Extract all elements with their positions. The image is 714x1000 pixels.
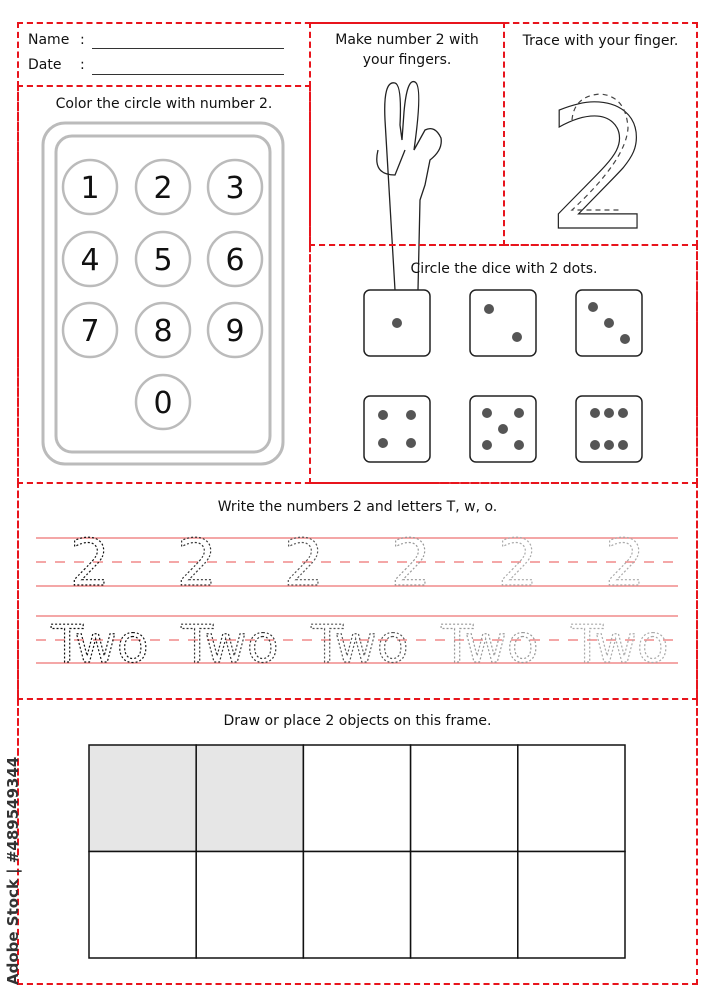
trace-number: 2 <box>604 527 646 601</box>
trace-digit: 2 <box>545 71 655 269</box>
number-0: 0 <box>153 386 173 421</box>
trace-word: Two <box>571 615 669 675</box>
number-9: 9 <box>225 314 245 349</box>
trace-number: 2 <box>390 527 432 601</box>
trace-number: 2 <box>283 527 325 601</box>
trace-word: Two <box>441 615 539 675</box>
dice-instruction: Circle the dice with 2 dots. <box>410 261 598 277</box>
trace-number: 2 <box>497 527 539 601</box>
color-circle-box <box>17 85 311 484</box>
trace-instruction: Trace with your finger. <box>522 33 679 49</box>
number-8: 8 <box>153 314 173 349</box>
name-label: Name <box>28 32 70 48</box>
date-field[interactable] <box>92 74 284 75</box>
frame-instruction: Draw or place 2 objects on this frame. <box>223 713 492 729</box>
color-circle-instruction: Color the circle with number 2. <box>55 96 273 112</box>
number-2: 2 <box>153 171 173 206</box>
dice-box <box>309 244 698 484</box>
number-5: 5 <box>153 243 173 278</box>
write-instruction: Write the numbers 2 and letters T, w, o. <box>217 499 498 515</box>
watermark: Adobe Stock | #489549344 <box>4 756 22 985</box>
trace-word: Two <box>311 615 409 675</box>
name-colon: : <box>80 32 85 48</box>
number-3: 3 <box>225 171 245 206</box>
trace-word: Two <box>181 615 279 675</box>
number-4: 4 <box>80 243 100 278</box>
date-label: Date <box>28 57 62 73</box>
trace-number: 2 <box>69 527 111 601</box>
fingers-instruction-1: Make number 2 with <box>335 32 479 48</box>
trace-box <box>503 22 698 246</box>
number-6: 6 <box>225 243 245 278</box>
fingers-instruction-2: your fingers. <box>362 52 452 68</box>
date-colon: : <box>80 57 85 73</box>
name-field[interactable] <box>92 48 284 49</box>
frame-box <box>17 698 698 985</box>
trace-word: Two <box>51 615 149 675</box>
number-7: 7 <box>80 314 100 349</box>
number-1: 1 <box>80 171 100 206</box>
trace-number: 2 <box>176 527 218 601</box>
